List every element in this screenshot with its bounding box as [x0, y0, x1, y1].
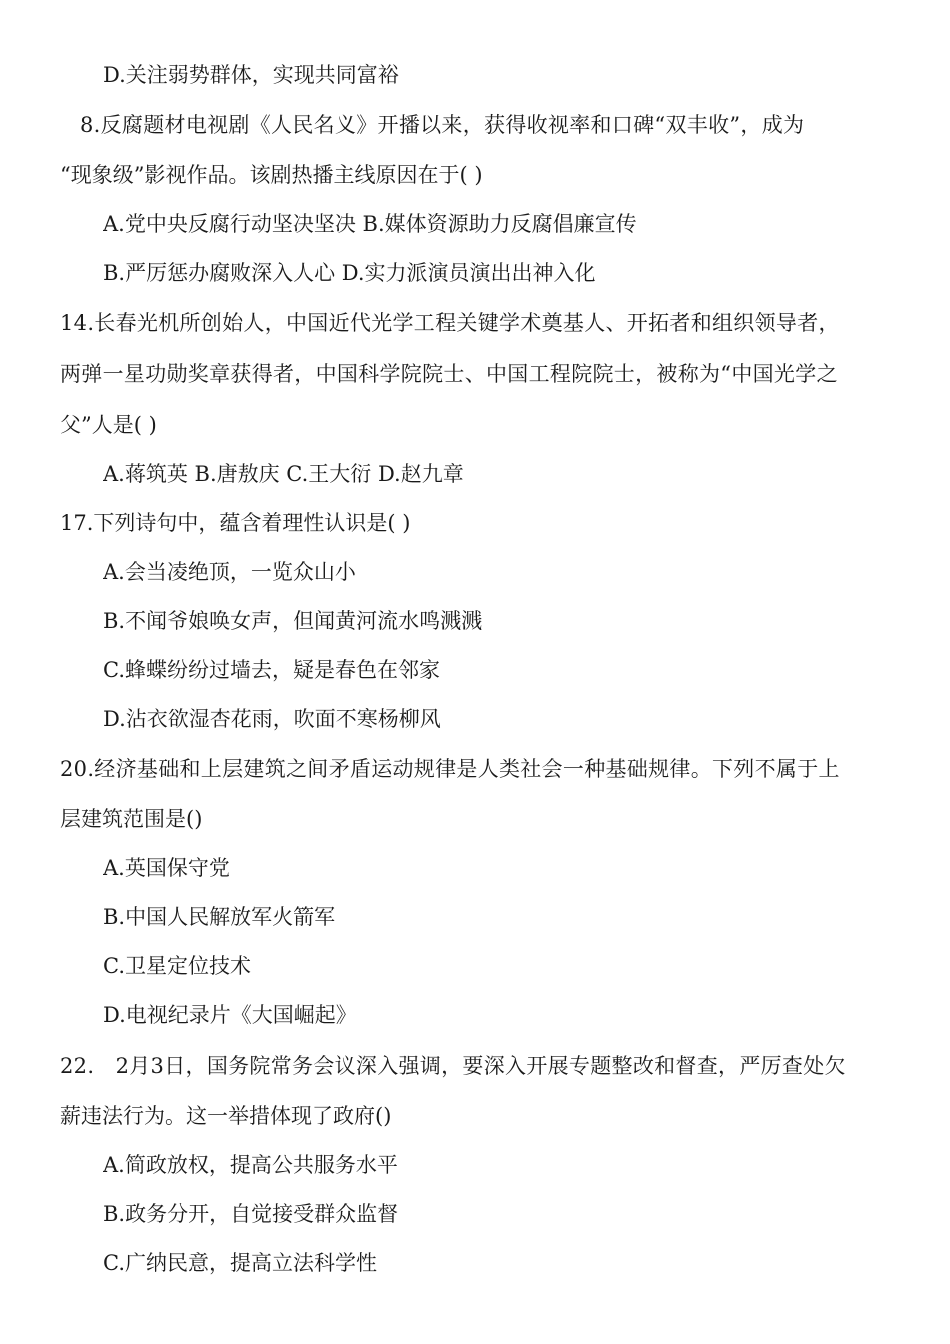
- q20-option-d: D.电视纪录片《大国崛起》: [103, 1003, 357, 1027]
- q20-option-b: B.中国人民解放军火箭军: [103, 905, 336, 929]
- q8-options-line-2: B.严厉惩办腐败深入人心 D.实力派演员演出出神入化: [103, 261, 596, 285]
- q20-option-a: A.英国保守党: [103, 856, 230, 880]
- q17-option-a: A.会当凌绝顶，一览众山小: [103, 560, 356, 584]
- q17-option-c: C.蜂蝶纷纷过墙去，疑是春色在邻家: [103, 658, 440, 682]
- q22-option-b: B.政务分开，自觉接受群众监督: [103, 1202, 399, 1226]
- q22-option-a: A.简政放权，提高公共服务水平: [103, 1153, 398, 1177]
- q14-stem-line-3: 父”人是( ): [60, 413, 157, 437]
- q20-stem-line-2: 层建筑范围是(): [60, 807, 203, 831]
- q8-stem-line-2: “现象级”影视作品。该剧热播主线原因在于( ): [60, 163, 483, 187]
- q8-options-line-1: A.党中央反腐行动坚决坚决 B.媒体资源助力反腐倡廉宣传: [103, 212, 637, 236]
- q14-options: A.蒋筑英 B.唐敖庆 C.王大衍 D.赵九章: [103, 462, 464, 486]
- q20-option-c: C.卫星定位技术: [103, 954, 251, 978]
- q8-stem-line-1: 8.反腐题材电视剧《人民名义》开播以来，获得收视率和口碑“双丰收”，成为: [80, 113, 805, 137]
- q14-stem-line-2: 两弹一星功勋奖章获得者，中国科学院院士、中国工程院院士，被称为“中国光学之: [60, 362, 838, 386]
- q22-stem-line-1: 22. 2月3日，国务院常务会议深入强调，要深入开展专题整改和督查，严厉查处欠: [60, 1054, 846, 1078]
- q17-option-d: D.沾衣欲湿杏花雨，吹面不寒杨柳风: [103, 707, 441, 731]
- q17-stem: 17.下列诗句中，蕴含着理性认识是( ): [60, 511, 411, 535]
- q7-option-d: D.关注弱势群体，实现共同富裕: [103, 63, 399, 87]
- q22-option-c: C.广纳民意，提高立法科学性: [103, 1251, 377, 1275]
- q20-stem-line-1: 20.经济基础和上层建筑之间矛盾运动规律是人类社会一种基础规律。下列不属于上: [60, 757, 840, 781]
- q14-stem-line-1: 14.长春光机所创始人，中国近代光学工程关键学术奠基人、开拓者和组织领导者，: [60, 311, 840, 335]
- q22-stem-line-2: 薪违法行为。这一举措体现了政府(): [60, 1104, 392, 1128]
- q17-option-b: B.不闻爷娘唤女声，但闻黄河流水鸣溅溅: [103, 609, 483, 633]
